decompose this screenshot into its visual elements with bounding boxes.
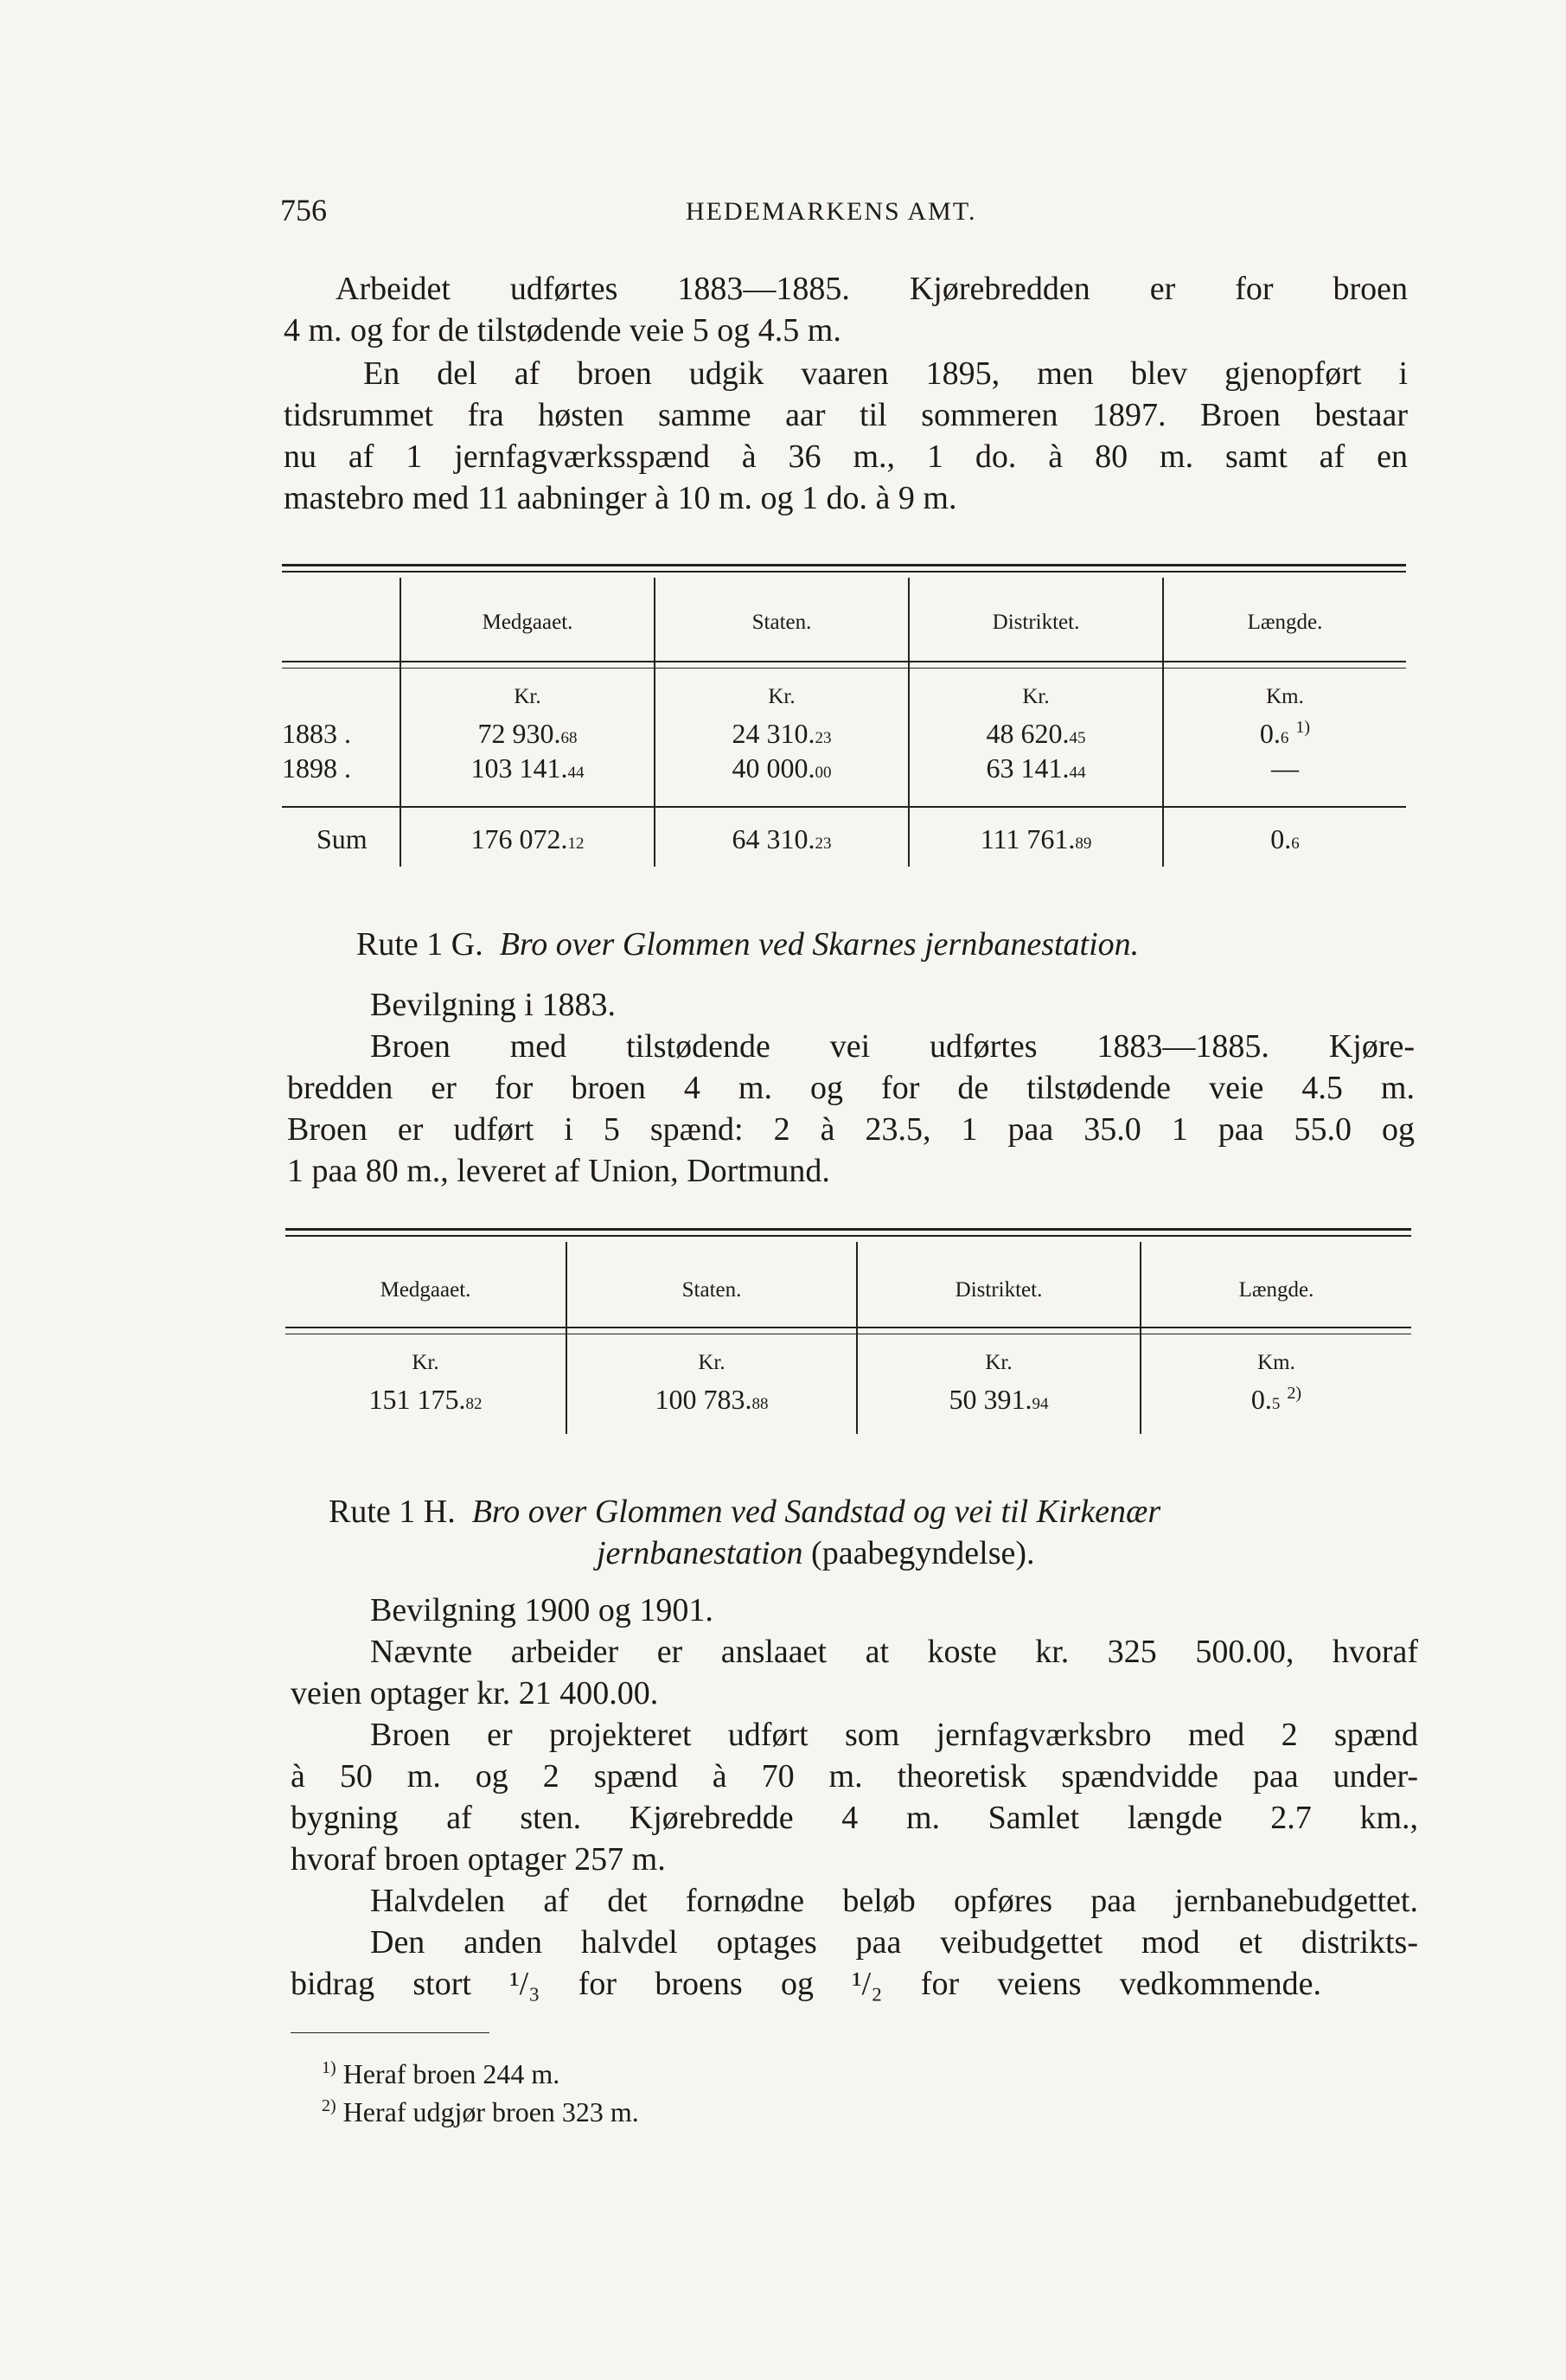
table-cell: 176 072.12 — [470, 823, 585, 854]
table-rule — [282, 668, 1406, 669]
table-cell: 24 310.23 — [732, 718, 832, 749]
text-line: Bevilgning 1900 og 1901. — [370, 1592, 713, 1628]
text-line: bredden er for broen 4 m. og for de tilstødende veie 4.5 m. — [287, 1070, 1415, 1106]
unit-label: Kr. — [698, 1351, 725, 1374]
text-line: Arbeidet udførtes 1883—1885. Kjørebredden er for broen — [336, 271, 1408, 307]
table-rule — [285, 1327, 1411, 1328]
unit-label: Km. — [1257, 1351, 1295, 1374]
table-cell: 103 141.44 — [470, 752, 585, 784]
table-cell: 40 000.00 — [732, 752, 832, 784]
footnote-rule — [291, 2032, 489, 2033]
sum-label: Sum — [316, 823, 368, 854]
table-cell: 63 141.44 — [986, 752, 1086, 784]
table-rule — [285, 1228, 1411, 1231]
text-line: Broen er projekteret udført som jernfagværksbro med 2 spænd — [370, 1717, 1418, 1753]
text-line: mastebro med 11 aabninger à 10 m. og 1 do. à 9 m. — [284, 480, 957, 516]
table-cell: 151 175.82 — [368, 1384, 483, 1415]
text-line: bidrag stort ¹/₃ for broens og ¹/₂ for veiens vedkommende. — [291, 1966, 1321, 2002]
running-header: HEDEMARKENS AMT. — [686, 197, 977, 226]
text-line: Bevilgning i 1883. — [370, 987, 616, 1023]
table-cell: — — [1271, 752, 1299, 784]
table-cell: 0.6 — [1270, 823, 1300, 854]
column-header: Længde. — [1247, 611, 1323, 634]
table-cell: 111 761.89 — [980, 823, 1092, 854]
table-rule — [282, 564, 1406, 566]
table-rule — [282, 661, 1406, 662]
unit-label: Km. — [1266, 685, 1304, 708]
text-line: En del af broen udgik vaaren 1895, men blev gjenopført i — [363, 355, 1408, 392]
text-line: 1 paa 80 m., leveret af Union, Dortmund. — [287, 1153, 830, 1189]
text-line: Broen er udført i 5 spænd: 2 à 23.5, 1 paa 35.0 1 paa 55.0 og — [287, 1111, 1415, 1148]
table-cell: 100 783.88 — [655, 1384, 769, 1415]
column-header: Staten. — [681, 1278, 742, 1302]
unit-label: Kr. — [412, 1351, 439, 1374]
footnote: $^{1)}$ Heraf broen 244 m. — [322, 2058, 560, 2089]
table-cell: 48 620.45 — [986, 718, 1086, 749]
row-year: 1898 . — [282, 752, 351, 784]
route-heading-continued: jernbanestation (paabegyndelse). — [597, 1535, 1035, 1571]
text-line: Broen med tilstødende vei udførtes 1883—1885. Kjøre- — [370, 1028, 1415, 1065]
footnote: $^{2)}$ Heraf udgjør broen 323 m. — [322, 2096, 639, 2127]
page-number: 756 — [280, 193, 327, 227]
text-line: nu af 1 jernfagværksspænd à 36 m., 1 do. à 80 m. samt af en — [284, 438, 1408, 475]
table-rule — [282, 806, 1406, 808]
unit-label: Kr. — [985, 1351, 1013, 1374]
route-heading: Rute 1 G. Bro over Glommen ved Skarnes jernbanestation. — [356, 926, 1140, 963]
row-year: 1883 . — [282, 718, 351, 749]
unit-label: Kr. — [514, 685, 541, 708]
column-header: Medgaaet. — [482, 611, 573, 634]
text-line: à 50 m. og 2 spænd à 70 m. theoretisk spændvidde paa under- — [291, 1758, 1418, 1795]
text-line: bygning af sten. Kjørebredde 4 m. Samlet længde 2.7 km., — [291, 1800, 1418, 1836]
unit-label: Kr. — [768, 685, 796, 708]
column-header: Distriktet. — [955, 1278, 1043, 1302]
column-header: Medgaaet. — [380, 1278, 471, 1302]
table-cell: 64 310.23 — [732, 823, 832, 854]
column-header: Distriktet. — [992, 611, 1080, 634]
text-line: Nævnte arbeider er anslaaet at koste kr. 325 500.00, hvoraf — [370, 1634, 1418, 1670]
column-header: Længde. — [1238, 1278, 1314, 1302]
table-cell: 50 391.94 — [949, 1384, 1049, 1415]
table-cell: 0.5 $^{2)}$ — [1250, 1384, 1302, 1415]
text-line: Halvdelen af det fornødne beløb opføres paa jernbanebudgettet. — [370, 1883, 1418, 1919]
text-line: 4 m. og for de tilstødende veie 5 og 4.5 m. — [284, 312, 841, 349]
table-rule — [282, 571, 1406, 573]
column-header: Staten. — [751, 611, 812, 634]
table-rule — [285, 1235, 1411, 1237]
route-heading: Rute 1 H. Bro over Glommen ved Sandstad og vei til Kirkenær — [329, 1494, 1161, 1530]
text-line: hvoraf broen optager 257 m. — [291, 1841, 666, 1878]
table-cell: 0.6 $^{1)}$ — [1259, 718, 1311, 749]
unit-label: Kr. — [1022, 685, 1050, 708]
text-line: veien optager kr. 21 400.00. — [291, 1675, 659, 1711]
text-line: tidsrummet fra høsten samme aar til sommeren 1897. Broen bestaar — [284, 397, 1408, 433]
text-line: Den anden halvdel optages paa veibudgettet mod et distrikts- — [370, 1924, 1418, 1961]
table-cell: 72 930.68 — [477, 718, 578, 749]
